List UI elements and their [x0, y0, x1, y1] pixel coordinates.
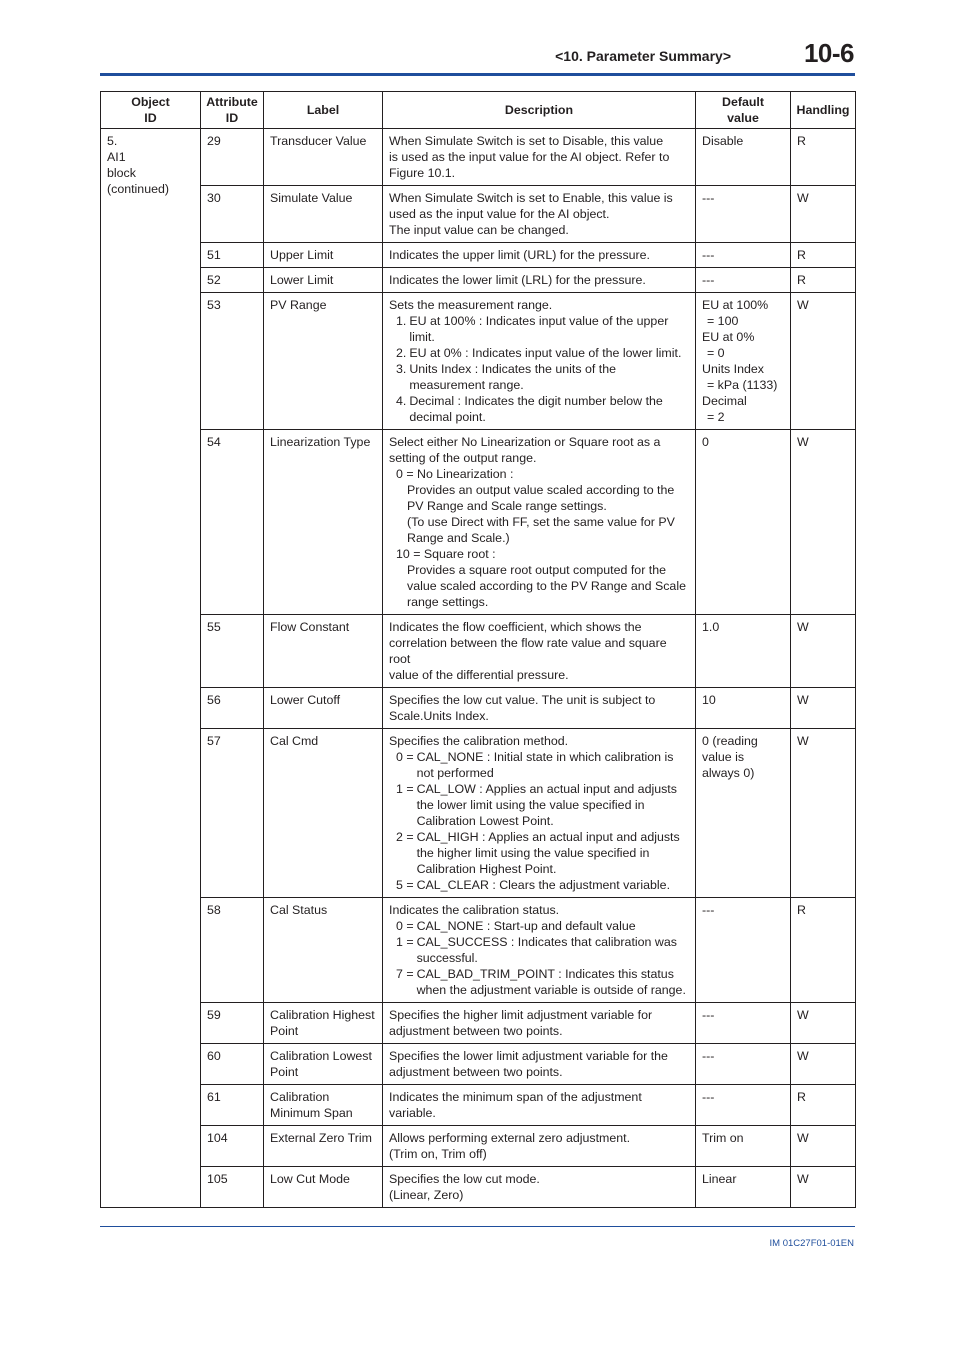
description-line: Specifies the higher limit adjustment variable for: [389, 1008, 653, 1022]
description-list-item: [389, 345, 689, 361]
col-header-description: Description: [383, 92, 696, 129]
handling-cell: R: [791, 129, 856, 186]
label-cell: Simulate Value: [264, 186, 383, 243]
table-row: [101, 268, 856, 293]
description-cell: [383, 268, 696, 293]
description-line: When Simulate Switch is set to Disable, this value: [389, 134, 664, 148]
default-value-cell: 0: [696, 430, 791, 615]
description-line: When Simulate Switch is set to Enable, this value is: [389, 191, 673, 205]
handling-cell: W: [791, 1044, 856, 1085]
default-value-cell: ---: [696, 186, 791, 243]
table-row: [101, 129, 856, 186]
description-line: (Linear, Zero): [389, 1188, 464, 1202]
attribute-id-cell: 51: [201, 243, 264, 268]
option-text: Provides an output value scaled according to the PV Range and Scale range settings.: [407, 483, 675, 513]
default-value-line: EU at 100%: [702, 298, 769, 312]
default-value-line: EU at 0%: [702, 330, 755, 344]
table-row: [101, 1085, 856, 1126]
handling-cell: W: [791, 1003, 856, 1044]
description-cell: [383, 1085, 696, 1126]
footer-rule: [100, 1226, 855, 1227]
default-value-cell: ---: [696, 268, 791, 293]
description-cell: [383, 1126, 696, 1167]
col-header-handling: Handling: [791, 92, 856, 129]
table-row: [101, 729, 856, 898]
description-list-item: [389, 966, 689, 998]
default-value-line: = 2: [707, 410, 725, 424]
description-intro: Specifies the calibration method.: [389, 734, 569, 748]
list-marker: 1.: [396, 314, 407, 328]
description-list-item: [389, 361, 689, 393]
attribute-id-cell: 59: [201, 1003, 264, 1044]
handling-cell: W: [791, 293, 856, 430]
description-cell: [383, 1167, 696, 1208]
description-list-item: [389, 918, 689, 934]
label-cell: Cal Cmd: [264, 729, 383, 898]
description-line: Indicates the minimum span of the adjustment: [389, 1090, 642, 1104]
attribute-id-cell: 60: [201, 1044, 264, 1085]
parameter-table: [100, 91, 856, 1208]
list-marker: 1 =: [396, 782, 414, 796]
label-cell: Transducer Value: [264, 129, 383, 186]
description-line: Specifies the low cut mode.: [389, 1172, 540, 1186]
table-row: [101, 1167, 856, 1208]
description-line: Scale.Units Index.: [389, 709, 489, 723]
description-list-item: [389, 877, 689, 893]
label-cell: PV Range: [264, 293, 383, 430]
header-rule: [100, 73, 855, 76]
table-row: [101, 243, 856, 268]
list-text: EU at 0% : Indicates input value of the lower limit.: [409, 346, 682, 360]
handling-cell: W: [791, 729, 856, 898]
default-value-cell: Trim on: [696, 1126, 791, 1167]
label-cell: Cal Status: [264, 898, 383, 1003]
description-line: adjustment between two points.: [389, 1065, 563, 1079]
list-marker: 5 =: [396, 878, 414, 892]
handling-cell: R: [791, 1085, 856, 1126]
default-value-cell: [696, 293, 791, 430]
default-value-line: always 0): [702, 766, 755, 780]
description-line: The input value can be changed.: [389, 223, 569, 237]
description-list-item: [389, 393, 689, 425]
handling-cell: W: [791, 615, 856, 688]
handling-cell: W: [791, 1167, 856, 1208]
list-text: CAL_LOW : Applies an actual input and adjusts the lower limit using the value specified in Calibration Lowest Point.: [416, 782, 677, 828]
attribute-id-cell: 55: [201, 615, 264, 688]
list-text: Units Index : Indicates the units of the measurement range.: [409, 362, 616, 392]
description-line: Indicates the upper limit (URL) for the pressure.: [389, 248, 651, 262]
description-cell: [383, 430, 696, 615]
attribute-id-cell: 52: [201, 268, 264, 293]
default-value-cell: [696, 729, 791, 898]
table-row: [101, 688, 856, 729]
table-row: [101, 1003, 856, 1044]
description-cell: [383, 615, 696, 688]
option-heading: 0 = No Linearization :: [396, 467, 514, 481]
object-id-cell: [101, 129, 201, 1208]
description-cell: [383, 186, 696, 243]
description-cell: [383, 129, 696, 186]
object-id-line: 5.: [107, 134, 118, 148]
option-heading: 10 = Square root :: [396, 547, 496, 561]
list-text: CAL_CLEAR : Clears the adjustment variable.: [416, 878, 671, 892]
default-value-cell: ---: [696, 1003, 791, 1044]
description-line: Indicates the lower limit (LRL) for the pressure.: [389, 273, 646, 287]
label-cell: Calibration Minimum Span: [264, 1085, 383, 1126]
label-cell: Calibration Lowest Point: [264, 1044, 383, 1085]
label-cell: Upper Limit: [264, 243, 383, 268]
list-marker: 3.: [396, 362, 407, 376]
list-text: EU at 100% : Indicates input value of the upper limit.: [409, 314, 669, 344]
description-intro: Select either No Linearization or Square root as a setting of the output range.: [389, 435, 661, 465]
default-value-cell: Linear: [696, 1167, 791, 1208]
label-cell: Lower Limit: [264, 268, 383, 293]
attribute-id-cell: 105: [201, 1167, 264, 1208]
list-text: CAL_BAD_TRIM_POINT : Indicates this status when the adjustment variable is outside of range.: [416, 967, 686, 997]
label-cell: External Zero Trim: [264, 1126, 383, 1167]
description-list-item: [389, 934, 689, 966]
list-marker: 2 =: [396, 830, 414, 844]
description-line: Specifies the lower limit adjustment variable for the: [389, 1049, 668, 1063]
description-cell: [383, 688, 696, 729]
description-cell: [383, 729, 696, 898]
description-cell: [383, 293, 696, 430]
col-header-attribute-id: Attribute ID: [201, 92, 264, 129]
default-value-cell: ---: [696, 1085, 791, 1126]
object-id-line: block: [107, 166, 136, 180]
table-row: [101, 615, 856, 688]
table-row: [101, 1126, 856, 1167]
default-value-cell: 10: [696, 688, 791, 729]
description-list-item: [389, 781, 689, 829]
table-row: [101, 430, 856, 615]
description-line: used as the input value for the AI object.: [389, 207, 610, 221]
attribute-id-cell: 104: [201, 1126, 264, 1167]
default-value-line: value is: [702, 750, 745, 764]
list-marker: 0 =: [396, 750, 414, 764]
option-text: Provides a square root output computed for the value scaled according to the PV Range and Scale range settings.: [407, 563, 686, 609]
label-cell: Lower Cutoff: [264, 688, 383, 729]
description-line: Specifies the low cut value. The unit is subject to: [389, 693, 656, 707]
description-line: (Trim on, Trim off): [389, 1147, 487, 1161]
handling-cell: W: [791, 1126, 856, 1167]
table-header-row: [101, 92, 856, 129]
document-id: IM 01C27F01-01EN: [769, 1238, 854, 1249]
description-line: Indicates the flow coefficient, which shows the: [389, 620, 642, 634]
description-line: value of the differential pressure.: [389, 668, 569, 682]
table-row: [101, 293, 856, 430]
list-marker: 1 =: [396, 935, 414, 949]
col-header-default-value: Default value: [696, 92, 791, 129]
attribute-id-cell: 53: [201, 293, 264, 430]
list-text: CAL_NONE : Initial state in which calibration is not performed: [416, 750, 674, 780]
list-text: CAL_NONE : Start-up and default value: [416, 919, 636, 933]
col-header-label: Label: [264, 92, 383, 129]
list-text: Decimal : Indicates the digit number below the decimal point.: [409, 394, 663, 424]
default-value-line: Decimal: [702, 394, 747, 408]
handling-cell: R: [791, 898, 856, 1003]
description-intro: Indicates the calibration status.: [389, 903, 560, 917]
handling-cell: W: [791, 186, 856, 243]
default-value-cell: Disable: [696, 129, 791, 186]
description-line: is used as the input value for the AI object. Refer to: [389, 150, 670, 164]
list-text: CAL_HIGH : Applies an actual input and adjusts the higher limit using the value specified in Calibration Highest Point.: [416, 830, 680, 876]
list-text: CAL_SUCCESS : Indicates that calibration was successful.: [416, 935, 677, 965]
default-value-line: = 0: [707, 346, 725, 360]
description-cell: [383, 1044, 696, 1085]
object-id-line: (continued): [107, 182, 169, 196]
description-list-item: [389, 829, 689, 877]
attribute-id-cell: 58: [201, 898, 264, 1003]
page-number: 10-6: [803, 38, 854, 68]
description-line: variable.: [389, 1106, 436, 1120]
label-cell: Linearization Type: [264, 430, 383, 615]
default-value-cell: 1.0: [696, 615, 791, 688]
attribute-id-cell: 54: [201, 430, 264, 615]
table-row: [101, 898, 856, 1003]
handling-cell: R: [791, 243, 856, 268]
table-row: [101, 1044, 856, 1085]
attribute-id-cell: 30: [201, 186, 264, 243]
attribute-id-cell: 61: [201, 1085, 264, 1126]
handling-cell: W: [791, 688, 856, 729]
default-value-cell: ---: [696, 1044, 791, 1085]
list-marker: 7 =: [396, 967, 414, 981]
default-value-line: Units Index: [702, 362, 764, 376]
default-value-line: 0 (reading: [702, 734, 758, 748]
default-value-line: = kPa (1133): [707, 378, 778, 392]
description-cell: [383, 243, 696, 268]
attribute-id-cell: 29: [201, 129, 264, 186]
handling-cell: R: [791, 268, 856, 293]
attribute-id-cell: 56: [201, 688, 264, 729]
label-cell: Low Cut Mode: [264, 1167, 383, 1208]
label-cell: Flow Constant: [264, 615, 383, 688]
section-title: <10. Parameter Summary>: [555, 48, 731, 64]
list-marker: 4.: [396, 394, 407, 408]
object-id-line: AI1: [107, 150, 126, 164]
description-line: Figure 10.1.: [389, 166, 456, 180]
default-value-cell: ---: [696, 243, 791, 268]
description-cell: [383, 898, 696, 1003]
table-row: [101, 186, 856, 243]
description-cell: [383, 1003, 696, 1044]
description-intro: Sets the measurement range.: [389, 298, 553, 312]
attribute-id-cell: 57: [201, 729, 264, 898]
label-cell: Calibration Highest Point: [264, 1003, 383, 1044]
list-marker: 2.: [396, 346, 407, 360]
option-text: (To use Direct with FF, set the same value for PV Range and Scale.): [407, 515, 675, 545]
col-header-object-id: Object ID: [101, 92, 201, 129]
description-line: adjustment between two points.: [389, 1024, 563, 1038]
description-line: correlation between the flow rate value and square root: [389, 636, 667, 666]
default-value-line: = 100: [707, 314, 739, 328]
list-marker: 0 =: [396, 919, 414, 933]
default-value-cell: ---: [696, 898, 791, 1003]
description-line: Allows performing external zero adjustment.: [389, 1131, 631, 1145]
handling-cell: W: [791, 430, 856, 615]
description-list-item: [389, 313, 689, 345]
description-list-item: [389, 749, 689, 781]
